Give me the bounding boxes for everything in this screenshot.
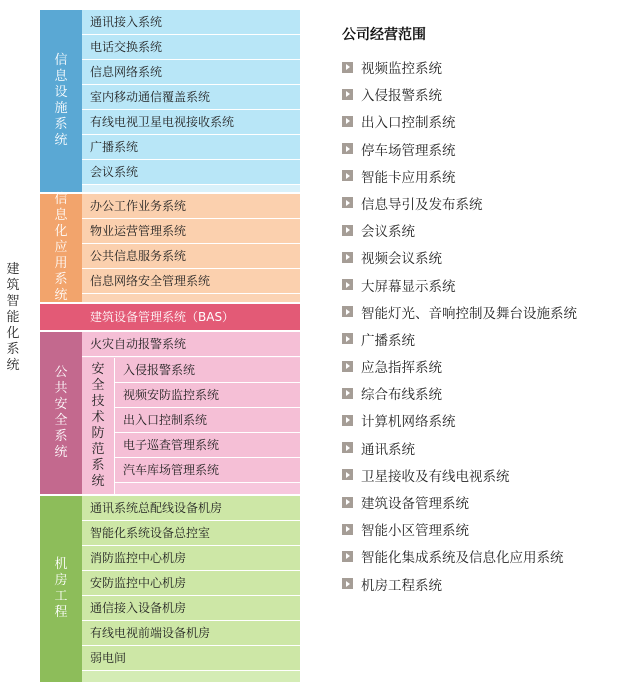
scope-item: 应急指挥系统: [342, 355, 577, 382]
item-row: 有线电视前端设备机房: [82, 621, 300, 646]
arrow-bullet-icon: [342, 361, 353, 372]
category-public-security: 公共安全系统: [40, 332, 82, 494]
item-row: 公共信息服务系统: [82, 244, 300, 269]
item-row: 视频安防监控系统: [115, 383, 300, 408]
arrow-bullet-icon: [342, 170, 353, 181]
arrow-bullet-icon: [342, 551, 353, 562]
arrow-bullet-icon: [342, 197, 353, 208]
business-scope-panel: [342, 22, 577, 600]
scope-item: 大屏幕显示系统: [342, 274, 577, 301]
category-machine-room: 机房工程: [40, 496, 82, 682]
item-row: 出入口控制系统: [115, 408, 300, 433]
arrow-bullet-icon: [342, 388, 353, 399]
item-row: 通讯接入系统: [82, 10, 300, 35]
scope-item: 智能化集成系统及信息化应用系统: [342, 545, 577, 572]
item-row: 广播系统: [82, 135, 300, 160]
scope-item: 通讯系统: [342, 437, 577, 464]
subcategory-security-tech: 安全技术防范系统: [82, 358, 115, 494]
arrow-bullet-icon: [342, 497, 353, 508]
arrow-bullet-icon: [342, 524, 353, 535]
arrow-bullet-icon: [342, 415, 353, 426]
scope-item: 智能小区管理系统: [342, 518, 577, 545]
scope-item: 综合布线系统: [342, 382, 577, 409]
scope-item: 出入口控制系统: [342, 110, 577, 137]
arrow-bullet-icon: [342, 62, 353, 73]
scope-item: 计算机网络系统: [342, 409, 577, 436]
item-row: 入侵报警系统: [115, 358, 300, 383]
item-row: 电话交换系统: [82, 35, 300, 60]
scope-item: 智能卡应用系统: [342, 165, 577, 192]
arrow-bullet-icon: [342, 89, 353, 100]
arrow-bullet-icon: [342, 333, 353, 344]
section-info-facilities: [40, 10, 300, 192]
item-row: 通讯系统总配线设备机房: [82, 496, 300, 521]
section-machine-room: [40, 496, 300, 682]
item-row: 室内移动通信覆盖系统: [82, 85, 300, 110]
scope-item: 视频会议系统: [342, 246, 577, 273]
scope-item: 智能灯光、音响控制及舞台设施系统: [342, 301, 577, 328]
category-info-applications: 信息化应用系统: [40, 194, 82, 302]
item-row: 智能化系统设备总控室: [82, 521, 300, 546]
scope-item: 机房工程系统: [342, 573, 577, 600]
scope-item: 视频监控系统: [342, 56, 577, 83]
scope-item: 停车场管理系统: [342, 138, 577, 165]
arrow-bullet-icon: [342, 116, 353, 127]
item-row: 信息网络安全管理系统: [82, 269, 300, 294]
arrow-bullet-icon: [342, 143, 353, 154]
arrow-bullet-icon: [342, 578, 353, 589]
security-tech-block: [82, 358, 300, 494]
section-info-applications: [40, 194, 300, 302]
item-row: 汽车库场管理系统: [115, 458, 300, 483]
arrow-bullet-icon: [342, 252, 353, 263]
section-bas: 建筑设备管理系统（BAS）: [40, 304, 300, 330]
item-row: 安防监控中心机房: [82, 571, 300, 596]
arrow-bullet-icon: [342, 279, 353, 290]
item-row: 物业运营管理系统: [82, 219, 300, 244]
item-row: 会议系统: [82, 160, 300, 185]
scope-item: 信息导引及发布系统: [342, 192, 577, 219]
business-scope-title: 公司经营范围: [342, 27, 426, 43]
scope-item: 入侵报警系统: [342, 83, 577, 110]
arrow-bullet-icon: [342, 469, 353, 480]
item-row: 弱电间: [82, 646, 300, 671]
scope-item: 卫星接收及有线电视系统: [342, 464, 577, 491]
scope-item: 建筑设备管理系统: [342, 491, 577, 518]
item-row: 消防监控中心机房: [82, 546, 300, 571]
arrow-bullet-icon: [342, 442, 353, 453]
arrow-bullet-icon: [342, 306, 353, 317]
root-label: 建筑智能化系统: [6, 262, 20, 373]
scope-item: 广播系统: [342, 328, 577, 355]
item-row: 通信接入设备机房: [82, 596, 300, 621]
item-row: 信息网络系统: [82, 60, 300, 85]
item-row: 火灾自动报警系统: [82, 332, 300, 357]
item-row: 有线电视卫星电视接收系统: [82, 110, 300, 135]
arrow-bullet-icon: [342, 225, 353, 236]
scope-item: 会议系统: [342, 219, 577, 246]
category-info-facilities: 信息设施系统: [40, 10, 82, 192]
item-row: 办公工作业务系统: [82, 194, 300, 219]
item-row: 电子巡查管理系统: [115, 433, 300, 458]
section-public-security: [40, 332, 300, 494]
